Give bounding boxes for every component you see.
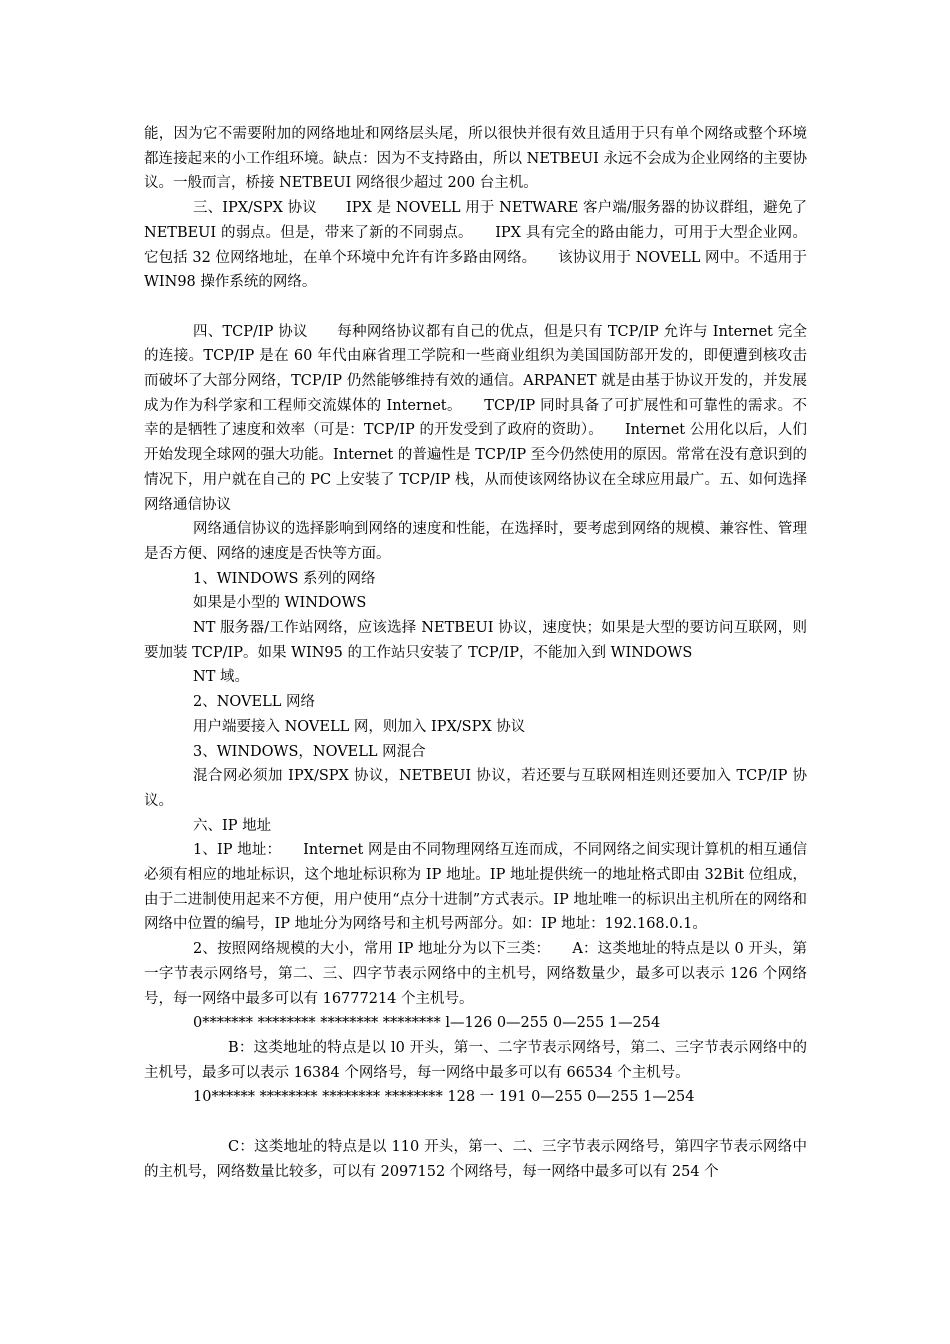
paragraph: 网络通信协议的选择影响到网络的速度和性能，在选择时，要考虑到网络的规模、兼容性、管理是否方便、网络的速度是否快等方面。: [144, 521, 807, 562]
paragraph: C：这类地址的特点是以 110 开头，第一、二、三字节表示网络号，第四字节表示网络中的主机号，网络数量比较多，可以有 2097152 个网络号，每一网络中最多可以有 254 个: [144, 1138, 807, 1180]
paragraph: 三、IPX/SPX 协议 IPX 是 NOVELL 用于 NETWARE 客户端/服务器的协议群组，避免了 NETBEUI 的弱点。但是，带来了新的不同弱点。 IPX 具有完全的路由能力，可用于大型企业网。它包括 32 位网络地址，在单个环境中允许有许多路由网络。 该协议用于 NOVELL 网中。不适用于 WIN98 操作系统的网络。: [144, 200, 807, 291]
list-heading: 2、NOVELL 网络: [193, 694, 315, 711]
paragraph: 四、TCP/IP 协议 每种网络协议都有自己的优点，但是只有 TCP/IP 允许与 Internet 完全的连接。TCP/IP 是在 60 年代由麻省理工学院和一些商业组织为美国国防部开发的，即便遭到核攻击而破坏了大部分网络，TCP/IP 仍然能够维持有效的通信。ARPANET 就是由基于协议开发的，并发展成为作为科学家和工程师交流媒体的 Internet。 TCP/IP 同时具备了可扩展性和可靠性的需求。不幸的是牺牲了速度和效率（可是：TCP/IP 的开发受到了政府的资助）。 Internet 公用化以后，人们开始发现全球网的强大功能。Internet 的普遍性是 TCP/IP 至今仍然使用的原因。常常在没有意识到的情况下，用户就在自己的 PC 上安装了 TCP/IP 栈，从而使该网络协议在全球应用最广。五、如何选择网络通信协议: [144, 323, 807, 513]
paragraph: NT 域。: [193, 669, 249, 686]
address-pattern: 10****** ******** ******** ******** 128 一 191 0—255 0—255 1—254: [193, 1089, 695, 1106]
paragraph: 2、按照网络规模的大小，常用 IP 地址分为以下三类： A：这类地址的特点是以 0 开头，第一字节表示网络号，第二、三、四字节表示网络中的主机号，网络数量少，最多可以表示 126 个网络号，每一网络中最多可以有 16777214 个主机号。: [144, 941, 807, 1007]
blank-line: [144, 295, 807, 320]
blank-line: [144, 1110, 807, 1135]
list-heading: 1、WINDOWS 系列的网络: [193, 570, 376, 587]
paragraph: 混合网必须加 IPX/SPX 协议，NETBEUI 协议，若还要与互联网相连则还要加入 TCP/IP 协议。: [144, 768, 807, 809]
address-pattern: 0******* ******** ******** ******** l—126 0—255 0—255 1—254: [193, 1015, 661, 1032]
paragraph: B：这类地址的特点是以 l0 开头，第一、二字节表示网络号，第二、三字节表示网络中的主机号，最多可以表示 16384 个网络号，每一网络中最多可以有 66534 个主机号。: [144, 1040, 807, 1081]
paragraph: 1、IP 地址： Internet 网是由不同物理网络互连而成，不同网络之间实现计算机的相互通信必须有相应的地址标识，这个地址标识称为 IP 地址。IP 地址提供统一的地址格式即由 32Bit 位组成，由于二进制使用起来不方便，用户使用“点分十进制”方式表示。IP 地址唯一的标识出主机所在的网络和网络中位置的编号，IP 地址分为网络号和主机号两部分。如：IP 地址：192.168.0.1。: [144, 842, 807, 933]
paragraph: NT 服务器/工作站网络，应该选择 NETBEUI 协议，速度快；如果是大型的要访问互联网，则要加装 TCP/IP。如果 WIN95 的工作站只安装了 TCP/IP，不能加入到 WINDOWS: [144, 620, 807, 661]
document-body: [144, 122, 807, 1184]
paragraph: 用户端要接入 NOVELL 网，则加入 IPX/SPX 协议: [193, 718, 526, 735]
list-heading: 3、WINDOWS，NOVELL 网混合: [193, 743, 426, 760]
paragraph: 能，因为它不需要附加的网络地址和网络层头尾，所以很快并很有效且适用于只有单个网络或整个环境都连接起来的小工作组环境。缺点：因为不支持路由，所以 NETBEUI 永远不会成为企业网络的主要协议。一般而言，桥接 NETBEUI 网络很少超过 200 台主机。: [144, 126, 807, 192]
paragraph: 如果是小型的 WINDOWS: [193, 595, 367, 612]
section-heading: 六、IP 地址: [193, 817, 272, 834]
